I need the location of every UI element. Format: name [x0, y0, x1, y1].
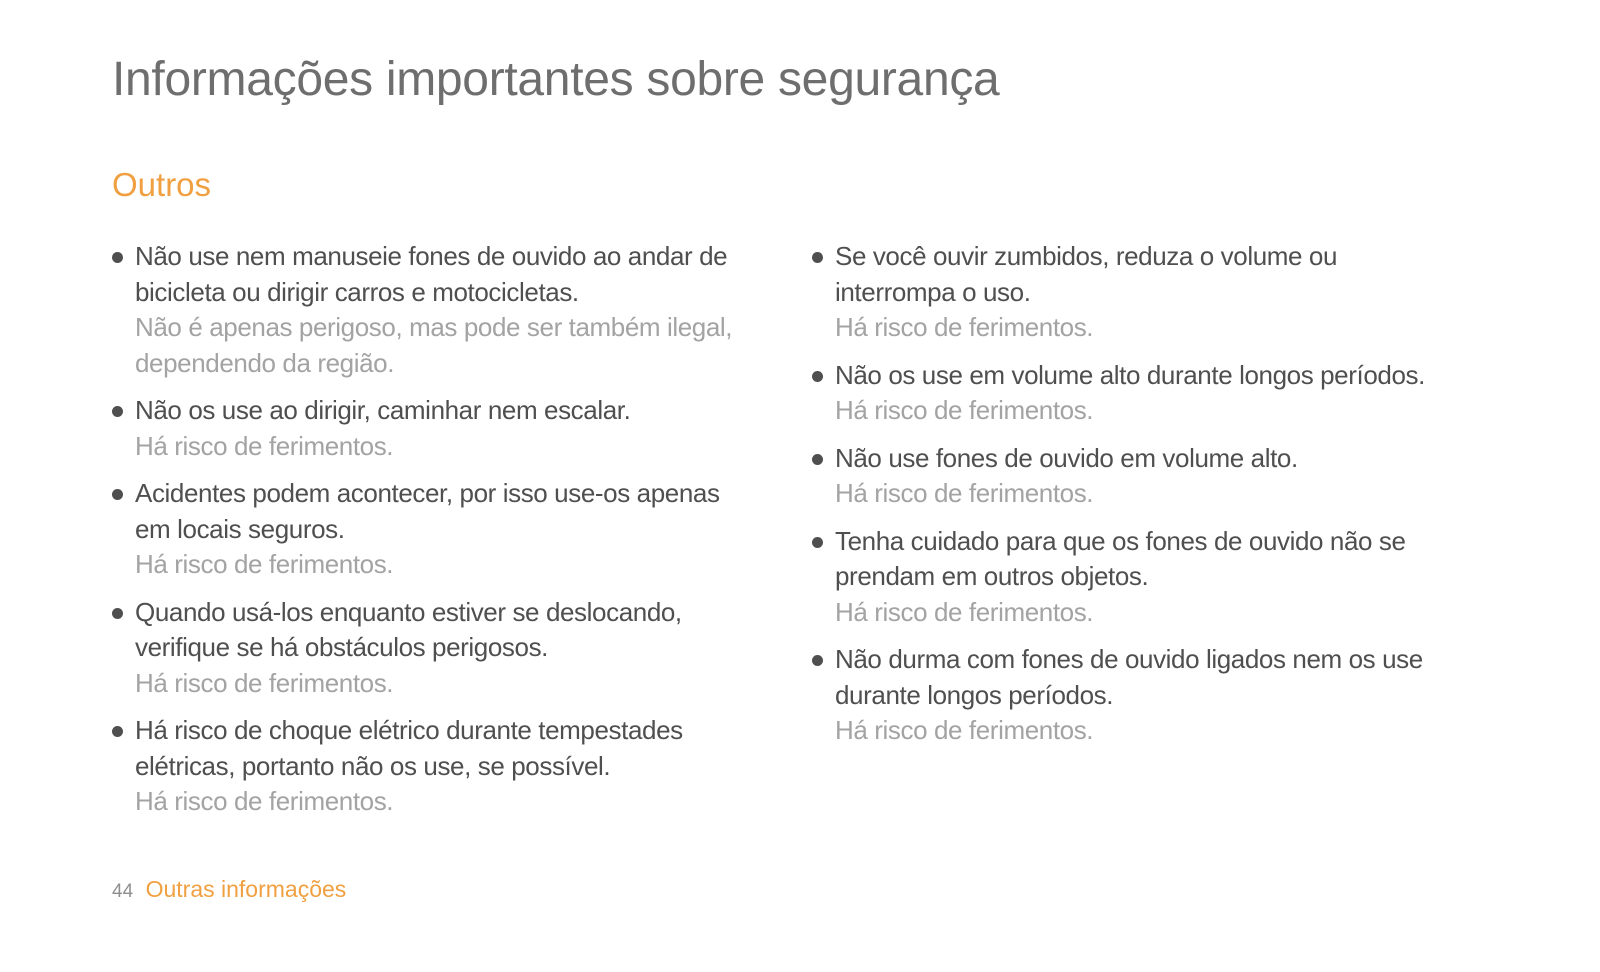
- bullet-icon: [812, 655, 823, 666]
- list-item: [812, 524, 1512, 631]
- right-safety-list: [812, 239, 1512, 761]
- page-number: 44: [112, 881, 134, 902]
- item-note: Há risco de ferimentos.: [135, 430, 394, 461]
- item-note: Não é apenas perigoso, mas pode ser também ilegal, dependendo da região.: [135, 312, 733, 378]
- bullet-icon: [812, 454, 823, 465]
- item-note: Há risco de ferimentos.: [135, 549, 394, 579]
- left-safety-list: [112, 239, 792, 832]
- item-text: Não use nem manuseie fones de ouvido ao andar de bicicleta ou dirigir carros e motocicletas.: [135, 241, 728, 307]
- bullet-icon: [812, 537, 823, 548]
- item-text: Quando usá-los enquanto estiver se deslocando, verifique se há obstáculos perigosos.: [135, 596, 682, 662]
- section-title: Outros: [112, 166, 212, 203]
- item-text: Tenha cuidado para que os fones de ouvido não se prendam em outros objetos.: [835, 525, 1406, 591]
- page-footer: [112, 876, 346, 903]
- list-item: [112, 393, 792, 464]
- list-item: [812, 239, 1512, 346]
- item-note: Há risco de ferimentos.: [835, 596, 1094, 627]
- item-text: Há risco de choque elétrico durante tempestades elétricas, portanto não os use, se possível.: [135, 715, 683, 781]
- list-item: [812, 358, 1512, 429]
- list-item: [112, 595, 792, 702]
- bullet-icon: [112, 608, 123, 619]
- item-note: Há risco de ferimentos.: [835, 478, 1094, 508]
- item-note: Há risco de ferimentos.: [135, 667, 394, 698]
- footer-section-label: Outras informações: [145, 876, 347, 902]
- item-text: Acidentes podem acontecer, por isso use-os apenas em locais seguros.: [135, 478, 720, 544]
- item-text: Não use fones de ouvido em volume alto.: [835, 442, 1298, 473]
- item-text: Se você ouvir zumbidos, reduza o volume ou interrompa o uso.: [835, 241, 1338, 307]
- item-text: Não os use ao dirigir, caminhar nem escalar.: [135, 395, 631, 425]
- item-note: Há risco de ferimentos.: [835, 395, 1094, 425]
- bullet-icon: [112, 252, 123, 263]
- bullet-icon: [812, 252, 823, 263]
- list-item: [112, 713, 792, 820]
- item-text: Não os use em volume alto durante longos períodos.: [835, 359, 1425, 390]
- bullet-icon: [112, 406, 123, 417]
- item-note: Há risco de ferimentos.: [135, 786, 394, 816]
- bullet-icon: [112, 726, 123, 737]
- item-note: Há risco de ferimentos.: [835, 312, 1094, 342]
- list-item: [112, 476, 792, 583]
- bullet-icon: [812, 371, 823, 382]
- item-note: Há risco de ferimentos.: [835, 715, 1094, 745]
- list-item: [112, 239, 792, 381]
- item-text: Não durma com fones de ouvido ligados nem os use durante longos períodos.: [835, 644, 1423, 710]
- list-item: [812, 441, 1512, 512]
- list-item: [812, 642, 1512, 749]
- bullet-icon: [112, 489, 123, 500]
- page-title: Informações importantes sobre segurança: [112, 53, 1000, 106]
